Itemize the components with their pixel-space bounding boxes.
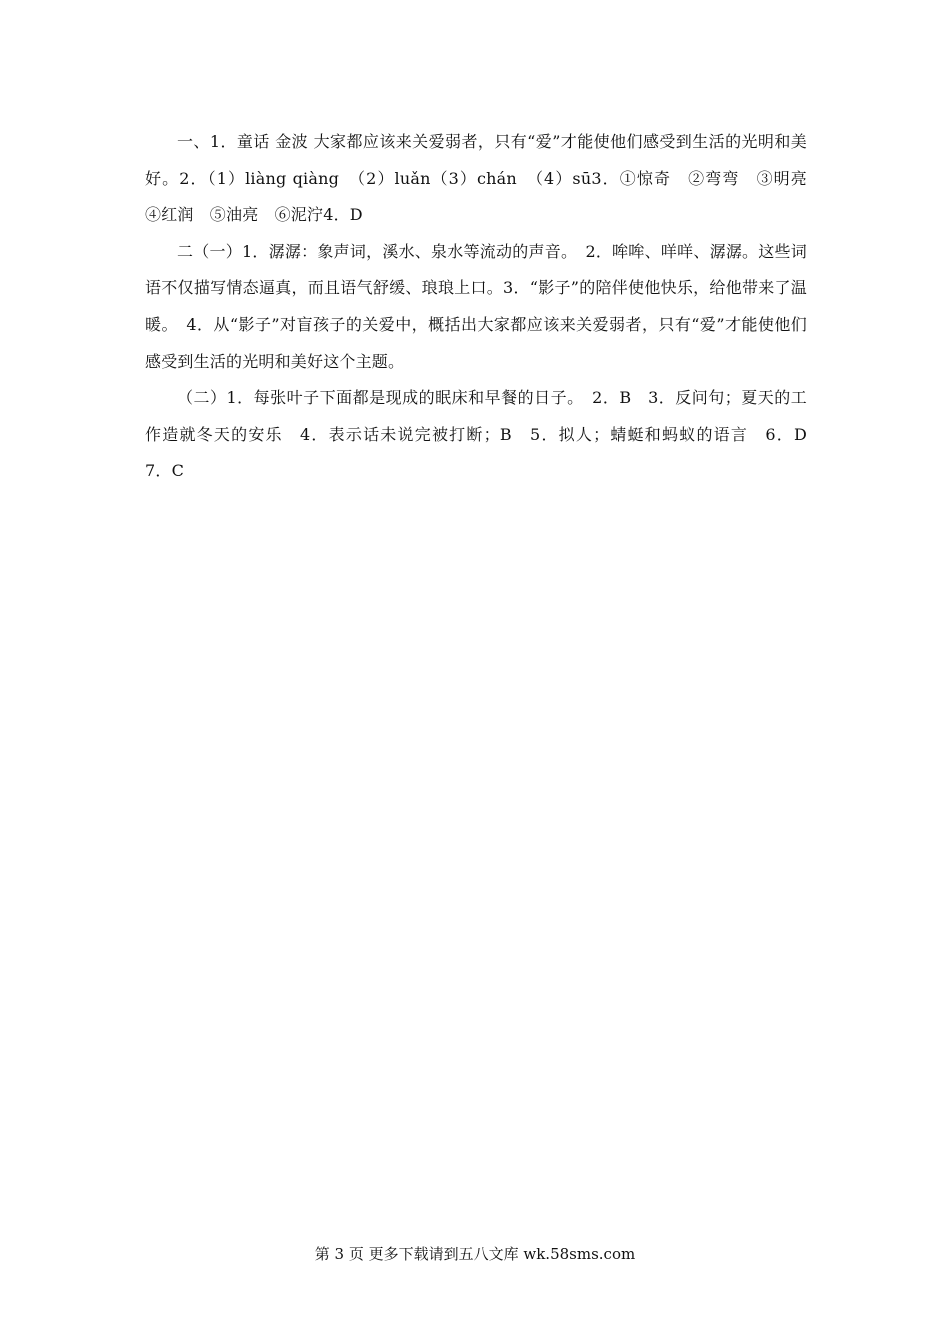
answer-paragraph-part-one: 一、1．童话 金波 大家都应该来关爱弱者，只有“爱”才能使他们感受到生活的光明和美好。2．（1）liàng qiàng （2）luǎn（3）chán （4）sū3．①惊奇 ②弯弯 ③明亮 ④红润 ⑤油亮 ⑥泥泞4．D <box>145 132 824 225</box>
page-footer: 第 3 页 更多下载请到五八文库 wk.58sms.com <box>314 1245 636 1263</box>
answer-content <box>145 124 824 490</box>
answer-paragraph-part-two-one: 二（一）1．潺潺：象声词，溪水、泉水等流动的声音。 2．哞哞、咩咩、潺潺。这些词语不仅描写情态逼真，而且语气舒缓、琅琅上口。3．“影子”的陪伴使他快乐，给他带来了温暖。 4．从“影子”对盲孩子的关爱中，概括出大家都应该来关爱弱者，只有“爱”才能使他们感受到生活的光明和美好这个主题。 <box>145 241 807 371</box>
answer-paragraph-part-two-two: （二）1．每张叶子下面都是现成的眠床和早餐的日子。 2．B 3．反问句；夏天的工作造就冬天的安乐 4．表示话未说完被打断；B 5．拟人；蜻蜓和蚂蚁的语言 6．D 7．C <box>145 388 824 481</box>
